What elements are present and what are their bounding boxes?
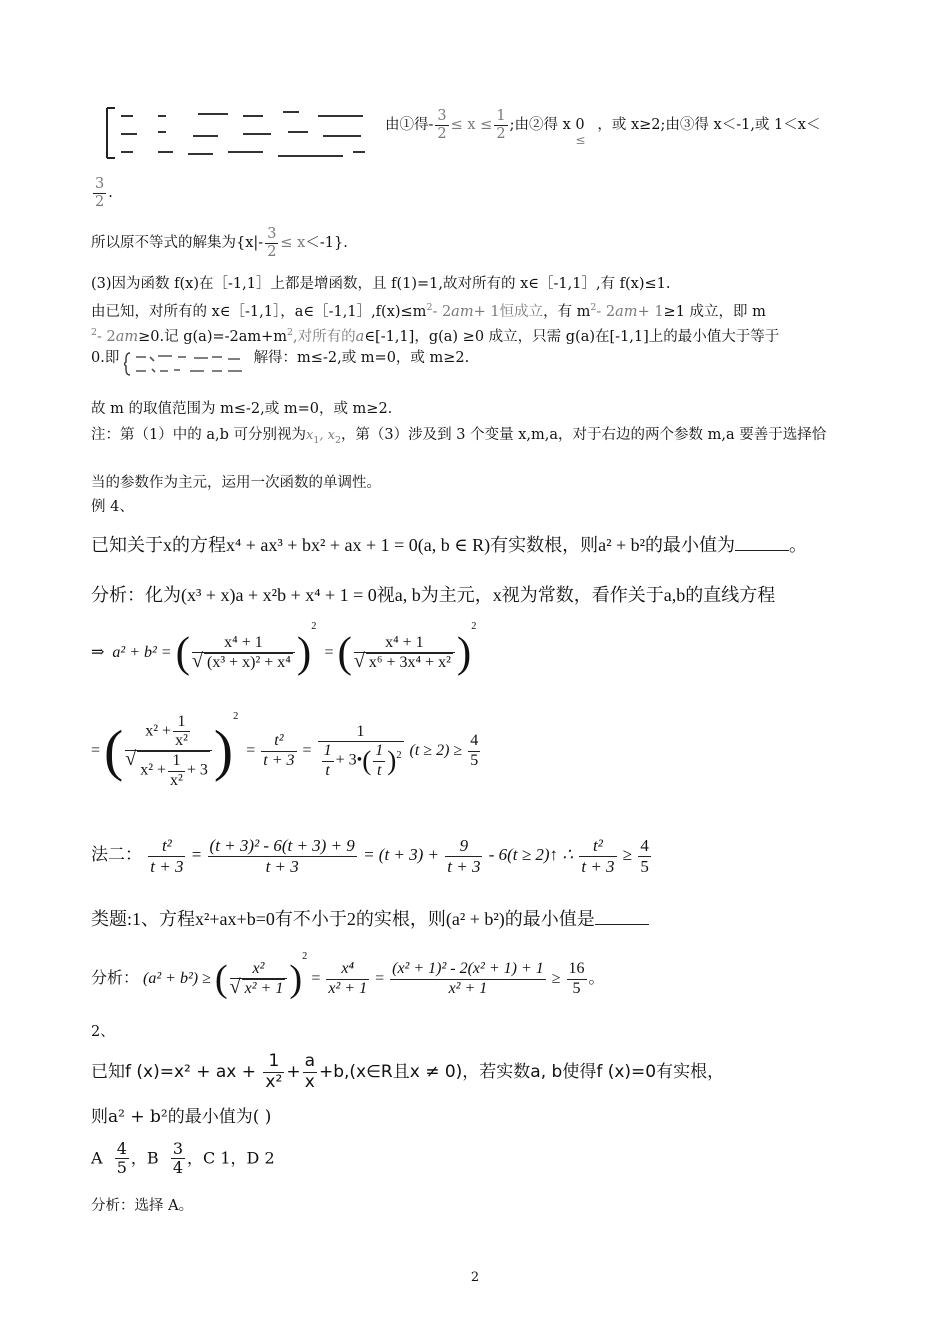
- text: am: [451, 303, 474, 320]
- numerator: 16: [567, 960, 587, 979]
- text: =: [191, 844, 202, 864]
- fraction: [93, 176, 106, 210]
- text: x² +: [145, 722, 172, 740]
- left-paren: (: [104, 719, 124, 783]
- text: 0: [575, 117, 585, 134]
- text: x: [305, 428, 314, 443]
- text: 1: [313, 434, 320, 446]
- text: ，g(a) ≥0 成立，只需 g(a)在[-1,1]上的最小值大于等于: [414, 328, 780, 345]
- denominator: x²: [175, 731, 188, 749]
- fraction: [265, 226, 278, 260]
- fraction: [373, 742, 385, 780]
- text: ≤ x: [280, 235, 306, 252]
- numerator: (t + 3)² - 6(t + 3) + 9: [209, 836, 355, 855]
- numerator: 3: [437, 108, 447, 124]
- text: ≥: [622, 844, 633, 864]
- paragraph-3-line-3: [91, 323, 779, 347]
- option-b-fraction: [171, 1140, 185, 1178]
- exponent: 2: [311, 621, 317, 632]
- text: 由已知，对所有的 x∈［-1,1］，a∈［-1,1］,f(x)≤m: [91, 303, 427, 320]
- text: ，C 1，D 2: [187, 1148, 275, 1168]
- superscript: 2: [590, 302, 597, 313]
- sqrt-radicand: [137, 751, 210, 790]
- text: a: [355, 328, 365, 345]
- paragraph-3-line-4: [91, 348, 469, 368]
- text: ;由②得 x: [509, 117, 571, 134]
- question-2-number: 2、: [91, 1024, 115, 1040]
- answer-blank: [735, 536, 789, 551]
- question-2-line-1: [91, 1052, 724, 1092]
- fraction: [263, 1052, 284, 1092]
- paragraph-1-line-2: [91, 176, 113, 210]
- text: = (t + 3) +: [363, 844, 440, 864]
- denominator: 2: [437, 125, 447, 142]
- text: am: [115, 328, 139, 345]
- denominator: x²: [265, 1071, 283, 1092]
- fraction: [173, 713, 190, 751]
- denominator: 5: [116, 1158, 127, 1178]
- text: + 3•: [335, 751, 363, 769]
- denominator: 5: [640, 856, 649, 876]
- fraction: [303, 1052, 317, 1092]
- superscript: 2: [287, 327, 294, 338]
- fraction: [435, 108, 448, 142]
- text: - 2: [97, 328, 116, 345]
- numerator: 1: [173, 713, 190, 732]
- exponent: 2: [471, 621, 477, 632]
- text: +b,(x∈R且x ≠ 0)，若实数a, b使得f (x)=0有实根，: [318, 1062, 725, 1083]
- right-paren: ): [289, 958, 303, 1001]
- paragraph-1-line-1: [385, 108, 821, 148]
- text: am: [615, 303, 638, 320]
- numerator: 4: [640, 836, 649, 855]
- fraction: [168, 752, 185, 790]
- denominator: x: [304, 1071, 315, 1092]
- fraction: [261, 732, 296, 770]
- example-4-analysis: 分析：化为(x³ + x)a + x²b + x⁴ + 1 = 0视a, b为主元，x视为常数，看作关于a,b的直线方程: [91, 585, 776, 605]
- text: 0.即: [91, 350, 120, 366]
- sqrt-radicand: √ x⁶ + 3x⁴ + x²: [366, 653, 453, 672]
- denominator: [192, 653, 295, 672]
- text: =: [302, 742, 312, 759]
- text: , x: [319, 428, 335, 443]
- text: 已知关于x的方程x⁴ + ax³ + bx² + ax + 1 = 0(a, b ∈ R)有实数根，则a² + b²的最小值为: [91, 535, 736, 555]
- fraction: [494, 108, 507, 142]
- numerator: x²: [230, 960, 288, 979]
- text: ≤ x ≤: [450, 117, 493, 134]
- superscript: 2: [426, 302, 433, 313]
- numerator: 1: [322, 742, 334, 761]
- numerator: x⁴ + 1: [354, 634, 455, 653]
- fraction: [192, 634, 295, 673]
- denominator: [318, 742, 404, 780]
- text: + 1: [637, 303, 664, 320]
- denominator: t + 3: [581, 856, 615, 876]
- text: + 3: [186, 761, 208, 779]
- right-paren: ): [456, 629, 472, 677]
- text: (t ≥ 2) ≥: [409, 742, 463, 759]
- text: - 2: [432, 303, 452, 320]
- denominator: 5: [470, 751, 479, 769]
- text: (a² + b²) ≥: [143, 970, 211, 987]
- fraction: [125, 713, 212, 791]
- text: - 2: [596, 303, 616, 320]
- left-paren: (: [337, 629, 352, 677]
- exponent: 2: [302, 951, 308, 962]
- denominator: [125, 751, 212, 790]
- text: 分析：: [91, 970, 140, 987]
- fraction: [468, 732, 480, 770]
- numerator: 1: [496, 108, 506, 124]
- fraction: [390, 960, 546, 998]
- denominator: t + 3: [447, 856, 481, 876]
- left-paren: (: [214, 958, 228, 1001]
- text: 。: [789, 535, 808, 555]
- text: .: [108, 185, 113, 202]
- left-paren: (: [175, 629, 190, 677]
- text: ，有 m: [543, 303, 591, 320]
- sqrt-radicand: √ (x³ + x)² + x⁴: [204, 653, 293, 672]
- numerator: 1: [318, 723, 404, 742]
- right-paren: ): [387, 745, 397, 776]
- paragraph-3-line-1: (3)因为函数 f(x)在［-1,1］上都是增函数，且 f(1)=1,故对所有的 x∈［-1,1］,有 f(x)≤1.: [91, 276, 671, 292]
- text: ＜-1}.: [305, 235, 348, 252]
- text: + 1: [473, 303, 500, 320]
- paragraph-4-line-2: [91, 425, 826, 451]
- exponent: 2: [396, 750, 402, 762]
- text: A: [91, 1148, 103, 1168]
- numerator: 4: [468, 732, 480, 751]
- question-2-options: [91, 1140, 275, 1178]
- numerator: 4: [116, 1139, 127, 1158]
- denominator: t: [325, 761, 330, 779]
- example-4-statement: [91, 532, 807, 558]
- text: =: [91, 742, 101, 759]
- text: ⇒: [91, 644, 105, 661]
- answer-blank: [595, 910, 649, 925]
- denominator: x²: [170, 771, 183, 789]
- text: ，第（3）涉及到 3 个变量 x,m,a，对于右边的两个参数 m,a 要善于选择恰: [340, 427, 827, 443]
- right-paren: ): [296, 629, 312, 677]
- text: 。: [588, 970, 605, 987]
- text: 法二：: [91, 844, 142, 864]
- fraction: [208, 836, 357, 876]
- text: 由①得-: [385, 117, 434, 134]
- text: +: [286, 1062, 301, 1083]
- numerator: 9: [445, 836, 482, 857]
- zero-leq-group: [575, 115, 597, 148]
- text: ≥0.记 g(a)=-2am+m: [138, 328, 288, 345]
- fraction: [354, 634, 455, 673]
- fraction: [322, 742, 334, 780]
- numerator: t²: [148, 836, 185, 857]
- left-paren: (: [362, 745, 372, 776]
- denominator: t + 3: [263, 751, 295, 769]
- denominator: x² + 1: [328, 979, 368, 997]
- numerator: x⁴: [326, 960, 369, 979]
- option-a-fraction: [115, 1140, 129, 1178]
- garbled-system-image: [124, 349, 249, 379]
- sqrt-radicand: √ x² + 1: [242, 979, 286, 998]
- text: 解得：m≤-2,或 m=0，或 m≥2.: [253, 350, 470, 366]
- text: =: [324, 644, 334, 661]
- text: ,对所有的: [293, 328, 356, 345]
- text: x² +: [140, 761, 167, 779]
- fraction: [148, 836, 185, 876]
- text: ≥1 成立，即 m: [663, 303, 766, 320]
- denominator: 2: [267, 243, 277, 260]
- derivation-line-2: [91, 712, 482, 790]
- fraction: [318, 723, 404, 780]
- denominator: t: [377, 761, 382, 779]
- numerator: t²: [579, 836, 616, 857]
- denominator: [354, 653, 455, 672]
- text: ≤: [575, 133, 586, 148]
- numerator: [125, 713, 212, 752]
- numerator: 1: [373, 742, 385, 761]
- right-paren: ): [213, 719, 234, 783]
- fraction: [326, 960, 369, 998]
- numerator: 3: [267, 226, 277, 242]
- numerator: (x² + 1)² - 2(x² + 1) + 1: [390, 960, 546, 979]
- derivation-line-1: [91, 622, 476, 675]
- text: ，B: [130, 1148, 159, 1168]
- garbled-inequality-system-image: [103, 106, 378, 160]
- numerator: 3: [172, 1139, 184, 1158]
- numerator: a: [304, 1051, 315, 1071]
- text: =: [311, 970, 321, 987]
- text: 注：第（1）中的 a,b 可分别视为: [91, 427, 306, 443]
- numerator: x⁴ + 1: [192, 634, 295, 653]
- fraction: [579, 836, 616, 876]
- superscript: 2: [91, 327, 97, 338]
- text: =: [375, 970, 385, 987]
- text: ，或 x≥2;由③得 x＜-1,或 1＜x＜: [597, 117, 821, 134]
- fraction: [567, 960, 587, 998]
- numerator: 1: [263, 1052, 284, 1073]
- similar-analysis-line: [91, 952, 605, 999]
- text: =: [246, 742, 256, 759]
- text: ≥: [551, 970, 561, 987]
- fraction: [445, 836, 482, 876]
- exponent: 2: [233, 711, 239, 722]
- method-2-line: [91, 836, 653, 876]
- denominator: 2: [496, 125, 506, 142]
- text: a² + b² =: [112, 644, 172, 661]
- similar-problem-1: [91, 906, 649, 932]
- denominator: [230, 979, 288, 998]
- text: 2: [334, 434, 341, 446]
- paragraph-2: [91, 226, 348, 260]
- paragraph-4-line-3: 当的参数作为主元，运用一次函数的单调性。: [91, 475, 381, 491]
- question-2-line-2: 则a² + b²的最小值为( ): [91, 1107, 272, 1127]
- paragraph-3-line-2: [91, 298, 766, 322]
- question-2-analysis: 分析：选择 A。: [91, 1198, 194, 1214]
- text: 恒成立: [499, 303, 544, 320]
- page-number: 2: [470, 1270, 480, 1285]
- paragraph-4-line-1: 故 m 的取值范围为 m≤-2,或 m=0，或 m≥2.: [91, 401, 393, 417]
- denominator: 4: [172, 1158, 184, 1178]
- denominator: t + 3: [150, 856, 184, 876]
- text: 已知f (x)=x² + ax +: [91, 1062, 257, 1083]
- numerator: 3: [95, 176, 105, 192]
- denominator: 2: [95, 193, 105, 210]
- fraction: [230, 960, 288, 999]
- denominator: 5: [572, 979, 581, 997]
- text: - 6(t ≥ 2)↑ ∴: [488, 844, 574, 864]
- fraction: [638, 836, 651, 876]
- denominator: x² + 1: [448, 979, 488, 997]
- numerator: 1: [168, 752, 185, 771]
- numerator: t²: [261, 732, 296, 751]
- text: 类题:1、方程x²+ax+b=0有不小于2的实根，则(a² + b²)的最小值是: [91, 909, 595, 929]
- text: ∈[-1,1]: [364, 328, 415, 345]
- text: 所以原不等式的解集为{x|-: [91, 235, 264, 252]
- denominator: t + 3: [265, 856, 299, 876]
- paragraph-4-line-4: 例 4、: [91, 499, 134, 515]
